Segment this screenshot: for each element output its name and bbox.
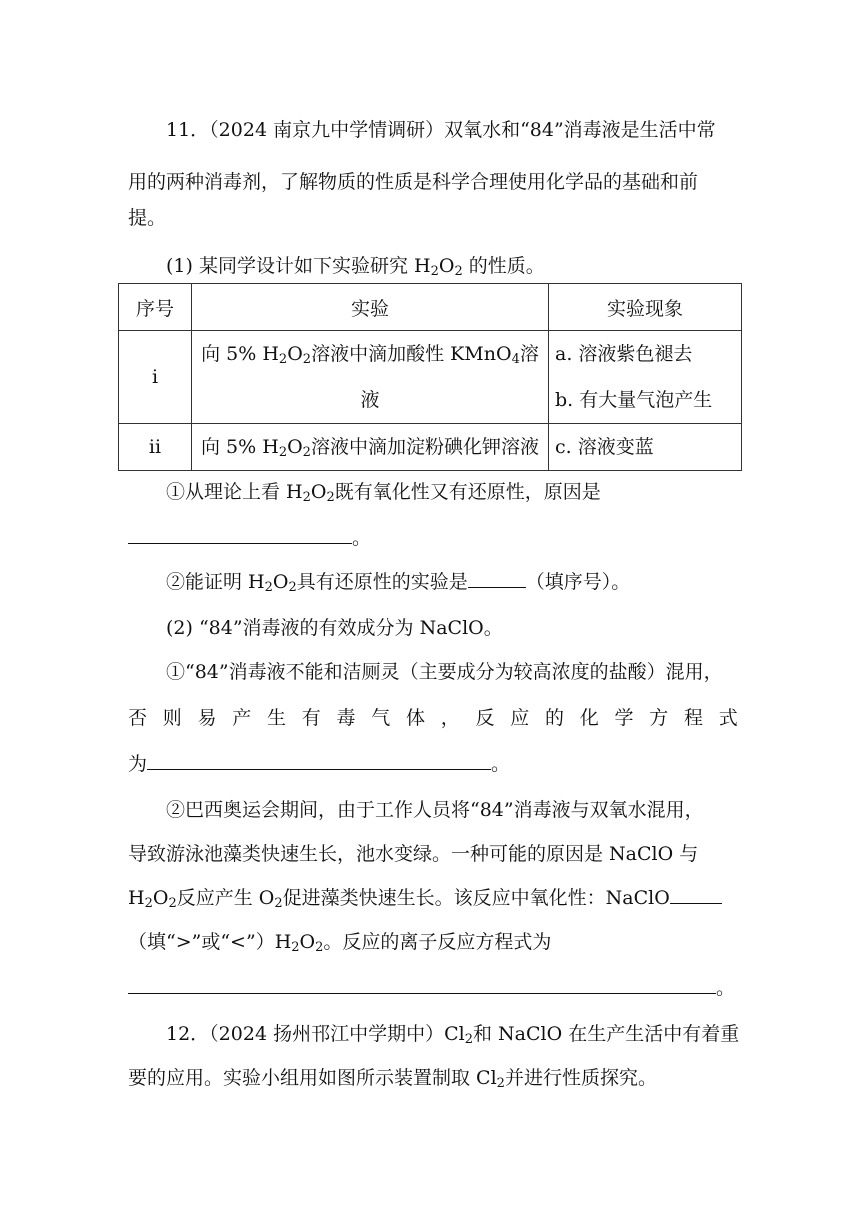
q11-p2-sub2-line5: 。 — [128, 974, 738, 1002]
answer-blank[interactable] — [147, 751, 491, 770]
answer-blank[interactable] — [128, 975, 716, 994]
justified-char: 生 — [267, 707, 287, 729]
answer-blank[interactable] — [128, 525, 352, 544]
justified-char: 化 — [579, 707, 599, 729]
answer-blank[interactable] — [670, 885, 722, 904]
q11-part2-heading: (2) “84”消毒液的有效成分为 NaClO。 — [166, 617, 503, 639]
q11-sub1: ①从理论上看 $H_2O_2$既有氧化性又有还原性，原因是 — [166, 481, 601, 505]
justified-char: 学 — [614, 707, 634, 729]
row-id: ii — [119, 424, 192, 471]
q11-sub1-answer: 。 — [128, 524, 738, 552]
q12-line1: 12．（2024 扬州邗江中学期中）$Cl_2$和 NaClO 在生产生活中有着重 — [166, 1023, 740, 1047]
justified-char: 则 — [162, 707, 182, 729]
justified-char: 毒 — [336, 707, 356, 729]
row-experiment: 向 5% $H_2O_2$溶液中滴加酸性 KMnO$_4$溶 液 — [192, 331, 549, 424]
table-header-row — [119, 284, 742, 331]
justified-char: 反 — [475, 707, 495, 729]
q12-line2: 要的应用。实验小组用如图所示装置制取 $Cl_2$并进行性质探究。 — [128, 1067, 657, 1091]
justified-char: 产 — [232, 707, 252, 729]
table-row — [119, 331, 742, 424]
q11-intro-line3: 提。 — [128, 207, 167, 229]
q11-part1-heading: (1) 某同学设计如下实验研究 $H_2O_2$ 的性质。 — [166, 255, 545, 279]
q11-sub2: ②能证明 $H_2O_2$具有还原性的实验是 （填序号）。 — [166, 571, 631, 595]
justified-char: 易 — [197, 707, 217, 729]
answer-blank[interactable] — [468, 569, 526, 588]
q11-p2-sub2-line3: $H_2O_2$反应产生 $O_2$促进藻类快速生长。该反应中氧化性：NaClO — [128, 884, 738, 912]
justified-char: 有 — [301, 707, 321, 729]
q11-intro-line1: 11．（2024 南京九中学情调研）双氧水和“84”消毒液是生活中常 — [166, 119, 716, 141]
justified-char: ， — [440, 707, 460, 729]
justified-char: 程 — [684, 707, 704, 729]
q11-intro-line2: 用的两种消毒剂，了解物质的性质是科学合理使用化学品的基础和前 — [128, 171, 699, 193]
q11-p2-sub1-line2 — [128, 704, 738, 732]
q11-p2-sub1-line1: ①“84”消毒液不能和洁厕灵（主要成分为较高浓度的盐酸）混用， — [166, 661, 723, 683]
header-phenomenon: 实验现象 — [549, 284, 742, 331]
header-id: 序号 — [119, 284, 192, 331]
justified-char: 式 — [718, 707, 738, 729]
justified-char: 方 — [649, 707, 669, 729]
q11-p2-sub1-line3: 为 。 — [128, 753, 511, 775]
row-experiment: 向 5% $H_2O_2$溶液中滴加淀粉碘化钾溶液 — [192, 424, 549, 471]
justified-char: 否 — [128, 707, 148, 729]
justified-char: 体 — [406, 707, 426, 729]
justified-char: 应 — [510, 707, 530, 729]
row-id: i — [119, 331, 192, 424]
justified-char: 的 — [545, 707, 565, 729]
q11-p2-sub2-line4: （填“>”或“$<”)H_2O_2$。反应的离子反应方程式为 — [128, 931, 552, 955]
table-row — [119, 424, 742, 471]
header-experiment: 实验 — [192, 284, 549, 331]
q11-p2-sub2-line2: 导致游泳池藻类快速生长，池水变绿。一种可能的原因是 NaClO 与 — [128, 843, 699, 865]
row-phenomenon: a. 溶液紫色褪去 b. 有大量气泡产生 — [549, 331, 742, 424]
justified-char: 气 — [371, 707, 391, 729]
q11-p2-sub2-line1: ②巴西奥运会期间，由于工作人员将“84”消毒液与双氧水混用， — [166, 799, 704, 821]
experiment-table — [118, 283, 742, 471]
row-phenomenon: c. 溶液变蓝 — [549, 424, 742, 471]
